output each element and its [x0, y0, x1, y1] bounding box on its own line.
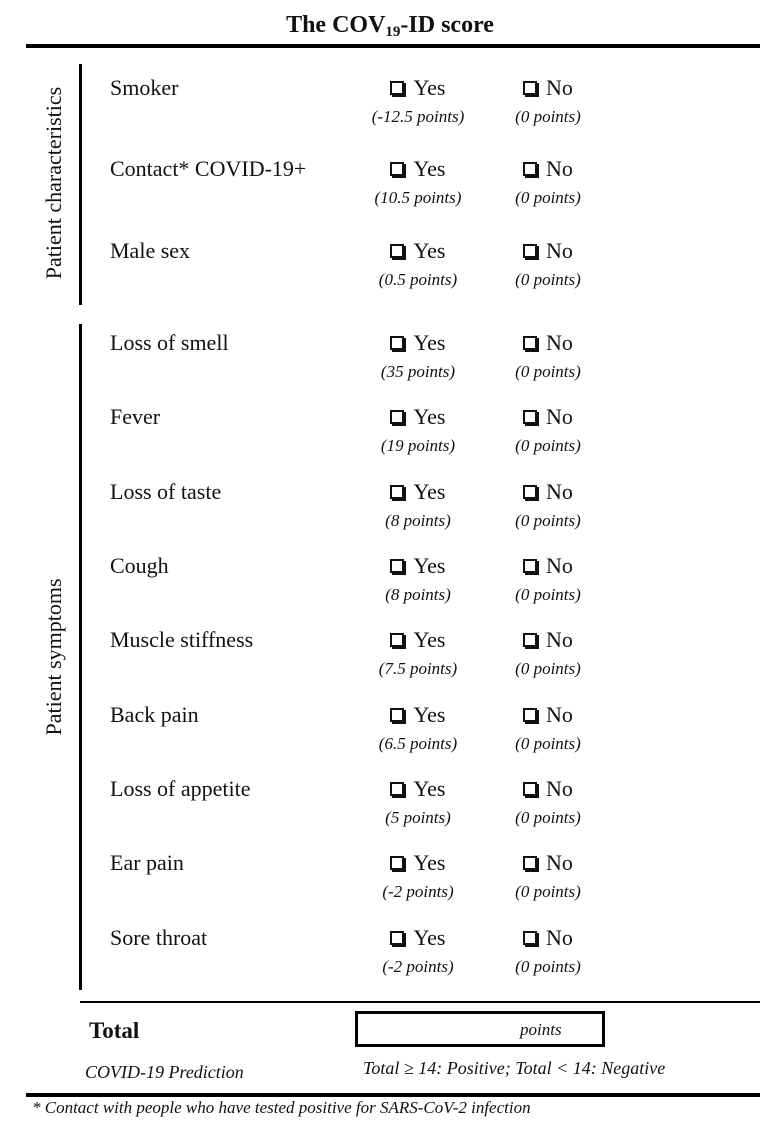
- checkbox-icon[interactable]: [390, 931, 404, 945]
- no-label: No: [546, 925, 573, 950]
- no-choice[interactable]: [478, 330, 618, 356]
- checkbox-icon[interactable]: [523, 162, 537, 176]
- no-label: No: [546, 702, 573, 727]
- question-row: [0, 627, 780, 697]
- no-option: [478, 627, 618, 679]
- yes-choice[interactable]: [348, 75, 488, 101]
- no-points: (0 points): [515, 808, 581, 827]
- yes-choice[interactable]: [348, 330, 488, 356]
- title-subscript: 19: [385, 24, 401, 40]
- title-text: The COV: [286, 12, 386, 38]
- no-option: [478, 925, 618, 977]
- checkbox-icon[interactable]: [523, 559, 537, 573]
- yes-option: [348, 330, 488, 382]
- yes-points: (6.5 points): [378, 734, 458, 753]
- checkbox-icon[interactable]: [523, 336, 537, 350]
- checkbox-icon[interactable]: [523, 931, 537, 945]
- yes-option: [348, 627, 488, 679]
- no-label: No: [546, 404, 573, 429]
- question-label: Back pain: [110, 702, 199, 727]
- question-label: Sore throat: [110, 925, 208, 950]
- yes-option: [348, 75, 488, 127]
- group-label-symptoms: Patient symptoms: [41, 578, 66, 736]
- no-choice[interactable]: [478, 75, 618, 101]
- checkbox-icon[interactable]: [523, 81, 537, 95]
- no-points: (0 points): [515, 188, 581, 207]
- yes-option: [348, 479, 488, 531]
- no-choice[interactable]: [478, 156, 618, 182]
- total-unit: points: [520, 1020, 562, 1039]
- question-label: Male sex: [110, 238, 191, 263]
- no-choice[interactable]: [478, 238, 618, 264]
- question-row: [0, 850, 780, 920]
- total-label: Total: [89, 1018, 140, 1043]
- yes-label: Yes: [413, 404, 446, 429]
- yes-points: (10.5 points): [374, 188, 462, 207]
- checkbox-icon[interactable]: [523, 708, 537, 722]
- yes-option: [348, 925, 488, 977]
- no-label: No: [546, 238, 573, 263]
- yes-points: (-12.5 points): [371, 107, 465, 126]
- no-option: [478, 850, 618, 902]
- question-label: Loss of taste: [110, 479, 222, 504]
- yes-points: (0.5 points): [378, 270, 458, 289]
- no-points: (0 points): [515, 957, 581, 976]
- bottom-rule: [26, 1093, 760, 1097]
- yes-label: Yes: [413, 776, 446, 801]
- checkbox-icon[interactable]: [390, 633, 404, 647]
- no-label: No: [546, 330, 573, 355]
- page-title: [0, 12, 780, 41]
- yes-option: [348, 850, 488, 902]
- checkbox-icon[interactable]: [390, 708, 404, 722]
- yes-points: (8 points): [385, 585, 451, 604]
- question-row: [0, 702, 780, 772]
- yes-label: Yes: [413, 925, 446, 950]
- yes-points: (7.5 points): [378, 659, 458, 678]
- no-choice[interactable]: [478, 627, 618, 653]
- no-points: (0 points): [515, 659, 581, 678]
- question-label: Loss of appetite: [110, 776, 251, 801]
- group-label-characteristics: Patient characteristics: [41, 86, 66, 280]
- yes-label: Yes: [413, 850, 446, 875]
- no-option: [478, 404, 618, 456]
- no-label: No: [546, 75, 573, 100]
- question-row: [0, 925, 780, 995]
- divider-rule: [80, 1001, 760, 1003]
- yes-label: Yes: [413, 702, 446, 727]
- no-points: (0 points): [515, 270, 581, 289]
- yes-choice[interactable]: [348, 925, 488, 951]
- yes-points: (-2 points): [382, 957, 454, 976]
- yes-option: [348, 702, 488, 754]
- yes-points: (35 points): [380, 362, 456, 381]
- no-label: No: [546, 479, 573, 504]
- prediction-label: COVID-19 Prediction: [85, 1062, 244, 1082]
- question-label: Muscle stiffness: [110, 627, 254, 652]
- top-rule: [26, 44, 760, 48]
- yes-label: Yes: [413, 479, 446, 504]
- checkbox-icon[interactable]: [523, 485, 537, 499]
- no-points: (0 points): [515, 362, 581, 381]
- no-option: [478, 553, 618, 605]
- yes-choice[interactable]: [348, 850, 488, 876]
- yes-option: [348, 156, 488, 208]
- checkbox-icon[interactable]: [390, 410, 404, 424]
- checkbox-icon[interactable]: [390, 244, 404, 258]
- yes-choice[interactable]: [348, 702, 488, 728]
- yes-label: Yes: [413, 156, 446, 181]
- no-option: [478, 238, 618, 290]
- checkbox-icon[interactable]: [523, 244, 537, 258]
- checkbox-icon[interactable]: [390, 559, 404, 573]
- question-label: Contact* COVID-19+: [110, 156, 307, 181]
- checkbox-icon[interactable]: [523, 633, 537, 647]
- no-label: No: [546, 156, 573, 181]
- yes-points: (-2 points): [382, 882, 454, 901]
- question-row: [0, 776, 780, 846]
- question-row: [0, 553, 780, 623]
- no-label: No: [546, 850, 573, 875]
- yes-choice[interactable]: [348, 238, 488, 264]
- yes-label: Yes: [413, 75, 446, 100]
- total-input-box[interactable]: [355, 1011, 605, 1047]
- yes-label: Yes: [413, 330, 446, 355]
- yes-choice[interactable]: [348, 627, 488, 653]
- yes-points: (8 points): [385, 511, 451, 530]
- no-points: (0 points): [515, 107, 581, 126]
- yes-choice[interactable]: [348, 479, 488, 505]
- no-points: (0 points): [515, 734, 581, 753]
- no-choice[interactable]: [478, 702, 618, 728]
- yes-label: Yes: [413, 238, 446, 263]
- yes-label: Yes: [413, 553, 446, 578]
- checkbox-icon[interactable]: [523, 410, 537, 424]
- question-row: [0, 479, 780, 549]
- yes-option: [348, 776, 488, 828]
- no-option: [478, 330, 618, 382]
- yes-points: (19 points): [380, 436, 456, 455]
- no-points: (0 points): [515, 585, 581, 604]
- checkbox-icon[interactable]: [390, 162, 404, 176]
- footnote: * Contact with people who have tested positive for SARS-CoV-2 infection: [32, 1098, 531, 1117]
- checkbox-icon[interactable]: [390, 81, 404, 95]
- question-label: Ear pain: [110, 850, 184, 875]
- no-option: [478, 776, 618, 828]
- no-label: No: [546, 627, 573, 652]
- no-choice[interactable]: [478, 553, 618, 579]
- no-points: (0 points): [515, 882, 581, 901]
- yes-label: Yes: [413, 627, 446, 652]
- no-choice[interactable]: [478, 925, 618, 951]
- no-points: (0 points): [515, 436, 581, 455]
- no-option: [478, 702, 618, 754]
- question-label: Loss of smell: [110, 330, 229, 355]
- yes-choice[interactable]: [348, 553, 488, 579]
- question-row: [0, 75, 780, 145]
- yes-option: [348, 238, 488, 290]
- checkbox-icon[interactable]: [390, 485, 404, 499]
- question-label: Fever: [110, 404, 161, 429]
- checkbox-icon[interactable]: [523, 782, 537, 796]
- yes-option: [348, 404, 488, 456]
- checkbox-icon[interactable]: [390, 782, 404, 796]
- no-points: (0 points): [515, 511, 581, 530]
- question-row: [0, 330, 780, 400]
- question-label: Smoker: [110, 75, 179, 100]
- yes-choice[interactable]: [348, 156, 488, 182]
- question-row: [0, 404, 780, 474]
- no-option: [478, 75, 618, 127]
- no-choice[interactable]: [478, 479, 618, 505]
- yes-points: (5 points): [385, 808, 451, 827]
- no-label: No: [546, 553, 573, 578]
- checkbox-icon[interactable]: [390, 856, 404, 870]
- yes-choice[interactable]: [348, 404, 488, 430]
- no-option: [478, 156, 618, 208]
- title-text-rest: -ID score: [400, 12, 494, 38]
- question-label: Cough: [110, 553, 169, 578]
- checkbox-icon[interactable]: [390, 336, 404, 350]
- yes-choice[interactable]: [348, 776, 488, 802]
- question-row: [0, 238, 780, 308]
- no-label: No: [546, 776, 573, 801]
- checkbox-icon[interactable]: [523, 856, 537, 870]
- yes-option: [348, 553, 488, 605]
- no-choice[interactable]: [478, 850, 618, 876]
- prediction-rule: Total ≥ 14: Positive; Total < 14: Negative: [363, 1058, 666, 1078]
- question-row: [0, 156, 780, 226]
- no-choice[interactable]: [478, 776, 618, 802]
- no-option: [478, 479, 618, 531]
- no-choice[interactable]: [478, 404, 618, 430]
